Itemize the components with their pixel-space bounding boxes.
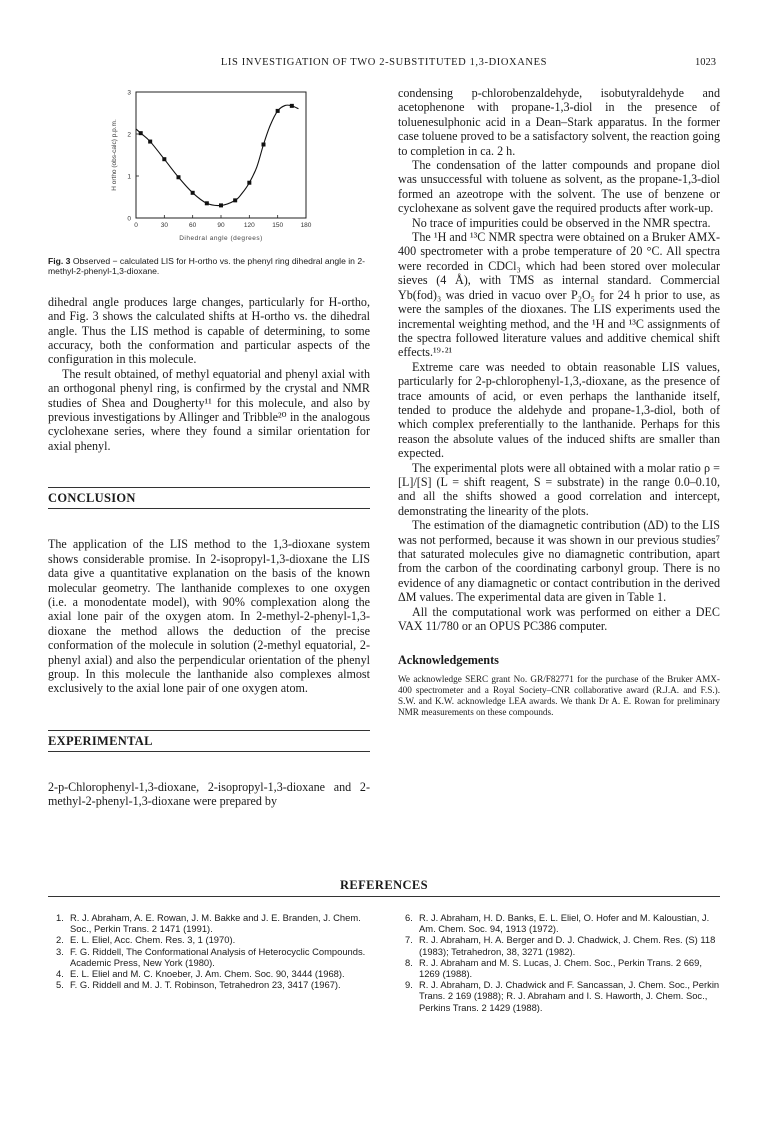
data-point xyxy=(162,157,166,161)
references-heading: REFERENCES xyxy=(339,878,429,892)
x-tick-label: 30 xyxy=(160,222,168,229)
reference-item xyxy=(405,934,723,956)
x-tick-label: 150 xyxy=(272,222,284,229)
y-tick-label: 0 xyxy=(127,215,131,223)
right-paragraph-7: The estimation of the diamagnetic contribution (ΔD) to the LIS was not performed, because it was shown in our previous studies⁷ that saturated molecules give no diamagnetic contribution, apart from the carbon of the coordinating carbonyl group. There is no evidence of any diamagnetic or contact contribution in the derived ΔM values. The experimental data are given in Table 1. xyxy=(398,518,720,605)
reference-item xyxy=(56,979,374,990)
right-paragraph-5: Extreme care was needed to obtain reasonable LIS values, particularly for 2-p-chlorophenyl-1,3,-dioxane, as the presence of trace amounts of acid, or even perhaps the lanthanide itself, tended to produce the aldehyde and propane-1,3-diol, both of which complex preferentially to the lanthanide. Perhaps for this reason the absolute values of the induced shifts are smaller than expected. xyxy=(398,359,720,461)
figure-3 xyxy=(48,86,370,254)
data-point xyxy=(219,203,223,207)
reference-text: R. J. Abraham and M. S. Lucas, J. Chem. Soc., Perkin Trans. 2 669, 1269 (1988). xyxy=(419,956,702,980)
y-tick-label: 2 xyxy=(127,131,131,139)
references-rule xyxy=(48,896,720,897)
right-paragraph-4: The ¹H and ¹³C NMR spectra were obtained on a Bruker AMX-400 spectrometer with a probe temperature of 20 °C. All spectra were recorded in CDCl₃ which had been stored over molecular sieves (4 Å), with TMS as internal standard. Commercial Yb(fod)₃ was dried in vacuo over P₂O₅ for 24 h prior to use, as were the samples of the dioxanes. The LIS experiments used the incremental weighting method, and the ¹H and ¹³C assignments of the spectra followed literature values and additive chemical shift effects.¹⁹·²¹ xyxy=(398,230,720,360)
reference-item xyxy=(405,957,723,979)
data-point xyxy=(191,191,195,195)
references-right-column xyxy=(405,912,723,1013)
data-point xyxy=(233,198,237,202)
x-axis-label: Dihedral angle (degrees) xyxy=(179,235,263,242)
reference-text: R. J. Abraham, H. D. Banks, E. L. Eliel, O. Hofer and M. Kaloustian, J. Am. Chem. Soc. 94, 1913 (1972). xyxy=(419,912,710,935)
reference-text: F. G. Riddell and M. J. T. Robinson, Tetrahedron 23, 3417 (1967). xyxy=(70,979,341,991)
data-point xyxy=(276,109,280,113)
data-point xyxy=(205,201,209,205)
acknowledgements-text: We acknowledge SERC grant No. GR/F82771 for the purchase of the Bruker AMX-400 spectrometer and a Royal Society–CNR collaborative award (R.J.A. and F.S.). S.W. and K.W. acknowledge LEA awards. We thank Dr A. E. Rowan for preliminary NMR measurements on these compounds. xyxy=(398,674,720,718)
page-number: 1023 xyxy=(695,57,716,68)
left-paragraph-1: dihedral angle produces large changes, particularly for H-ortho, and Fig. 3 shows the calculated shifts at H-ortho vs. the dihedral angle. Thus the LIS method is capable of determining, to some accuracy, both the conformation and particular aspects of the configuration in this molecule. xyxy=(48,294,370,367)
right-paragraph-3: No trace of impurities could be observed in the NMR spectra. xyxy=(412,215,711,230)
y-tick-label: 3 xyxy=(127,89,131,97)
lis-dihedral-chart xyxy=(48,86,370,254)
x-tick-label: 60 xyxy=(189,222,197,229)
x-tick-label: 0 xyxy=(134,222,138,229)
reference-item xyxy=(56,968,374,979)
reference-number: 3. xyxy=(56,945,64,957)
data-point xyxy=(177,175,181,179)
x-tick-label: 90 xyxy=(217,222,225,229)
reference-text: E. L. Eliel, Acc. Chem. Res. 3, 1 (1970). xyxy=(70,934,236,946)
reference-number: 5. xyxy=(56,979,64,991)
reference-number: 9. xyxy=(405,979,413,991)
left-paragraph-2: The result obtained, of methyl equatorial and phenyl axial with an orthogonal phenyl ring, is confirmed by the crystal and NMR studies of Shea and Dougherty¹¹ for this molecule, and also by previous investigations by Allinger and Tribble²⁰ in the analogous cyclohexane series, where they found a similar orientation for axial phenyl. xyxy=(48,366,370,453)
x-tick-label: 120 xyxy=(243,222,255,229)
reference-number: 8. xyxy=(405,956,413,968)
figure-caption-text: Observed − calculated LIS for H-ortho vs. the phenyl ring dihedral angle in 2-methyl-2-phenyl-1,3-dioxane. xyxy=(48,256,365,277)
right-paragraph-6: The experimental plots were all obtained with a molar ratio ρ = [L]/[S] (L = shift reagent, S = substrate) in the range 0.0–0.10, and all the shifts showed a good correlation and intercept, demonstrating the linearity of the plots. xyxy=(398,460,720,518)
fitted-curve xyxy=(136,105,298,206)
running-head xyxy=(0,55,768,71)
x-tick-label: 180 xyxy=(300,222,312,229)
experimental-heading: EXPERIMENTAL xyxy=(48,730,370,752)
reference-text: R. J. Abraham, A. E. Rowan, J. M. Bakke and J. E. Branden, J. Chem. Soc., Perkin Trans. 2 1471 (1991). xyxy=(70,912,361,935)
reference-text: R. J. Abraham, H. A. Berger and D. J. Chadwick, J. Chem. Res. (S) 118 (1983); Tetrahedron, 38, 3271 (1982). xyxy=(419,934,716,957)
reference-number: 6. xyxy=(405,912,413,923)
running-title: LIS INVESTIGATION OF TWO 2-SUBSTITUTED 1,3-DIOXANES xyxy=(220,57,548,68)
reference-number: 7. xyxy=(405,934,413,946)
reference-text: R. J. Abraham, D. J. Chadwick and F. Sancassan, J. Chem. Soc., Perkin Trans. 2 169 (1988); R. J. Abraham and I. S. Haworth, J. Chem. Soc., Perkins Trans. 2 1429 (1988). xyxy=(419,979,720,1013)
right-paragraph-1: condensing p-chlorobenzaldehyde, isobutyraldehyde and acetophenone with propane-1,3-diol in the presence of toluenesulphonic acid in a Dean–Stark apparatus. In the former case toluene proved to be a satisfactory solvent, the reaction going to completion in ca. 2 h. xyxy=(398,86,720,158)
reference-item xyxy=(405,912,723,934)
figure-caption xyxy=(48,256,370,277)
data-point xyxy=(247,181,251,185)
y-tick-label: 1 xyxy=(127,173,131,181)
conclusion-text: The application of the LIS method to the 1,3-dioxane system shows considerable promise. In 2-isopropyl-1,3-dioxane the LIS data give a quantitative explanation on the basis of the known molecular geometry. The lanthanide complexes to one oxygen (i.e. a monodentate model), with 90% complexation along the axial lone pair of the oxygen atom. In 2-methyl-2-phenyl-1,3-dioxane the method allows the deduction of the precise conformation of the molecule in solution (2-methyl equatorial, 2-phenyl axial) and also the perpendicular orientation of the phenyl group. In this molecule the lanthanide also complexes almost exclusively to the axial lone pair of one oxygen atom. xyxy=(48,537,370,696)
data-point xyxy=(139,131,143,135)
references-left-column xyxy=(56,912,374,990)
right-column xyxy=(398,86,720,718)
figure-caption-label: Fig. 3 xyxy=(48,256,71,266)
reference-text: E. L. Eliel and M. C. Knoeber, J. Am. Chem. Soc. 90, 3444 (1968). xyxy=(70,968,345,980)
reference-item xyxy=(56,946,374,968)
right-paragraph-2: The condensation of the latter compounds and propane diol was unsuccessful with toluene as solvent, as the propane-1,3-diol formed an azeotrope with the solvent. The use of benzene or cyclohexane as solvent gave the required products after work-up. xyxy=(398,158,720,216)
experimental-text: 2-p-Chlorophenyl-1,3-dioxane, 2-isopropyl-1,3-dioxane and 2-methyl-2-phenyl-1,3-dioxane were prepared by xyxy=(48,779,370,809)
reference-item xyxy=(405,979,723,1013)
y-axis-label: H ortho (obs-calc) p.p.m. xyxy=(111,119,118,191)
left-column xyxy=(48,86,370,809)
data-point xyxy=(148,140,152,144)
conclusion-heading: CONCLUSION xyxy=(48,487,370,509)
acknowledgements-heading: Acknowledgements xyxy=(398,653,499,668)
reference-text: F. G. Riddell, The Conformational Analysis of Heterocyclic Compounds. Academic Press, New York (1980). xyxy=(70,945,366,968)
data-point xyxy=(262,143,266,147)
reference-number: 1. xyxy=(56,912,64,923)
reference-item xyxy=(56,912,374,934)
right-paragraph-8: All the computational work was performed on either a DEC VAX 11/780 or an OPUS PC386 computer. xyxy=(398,604,720,634)
reference-number: 4. xyxy=(56,968,64,980)
reference-number: 2. xyxy=(56,934,64,946)
data-point xyxy=(290,104,294,108)
reference-item xyxy=(56,934,374,945)
